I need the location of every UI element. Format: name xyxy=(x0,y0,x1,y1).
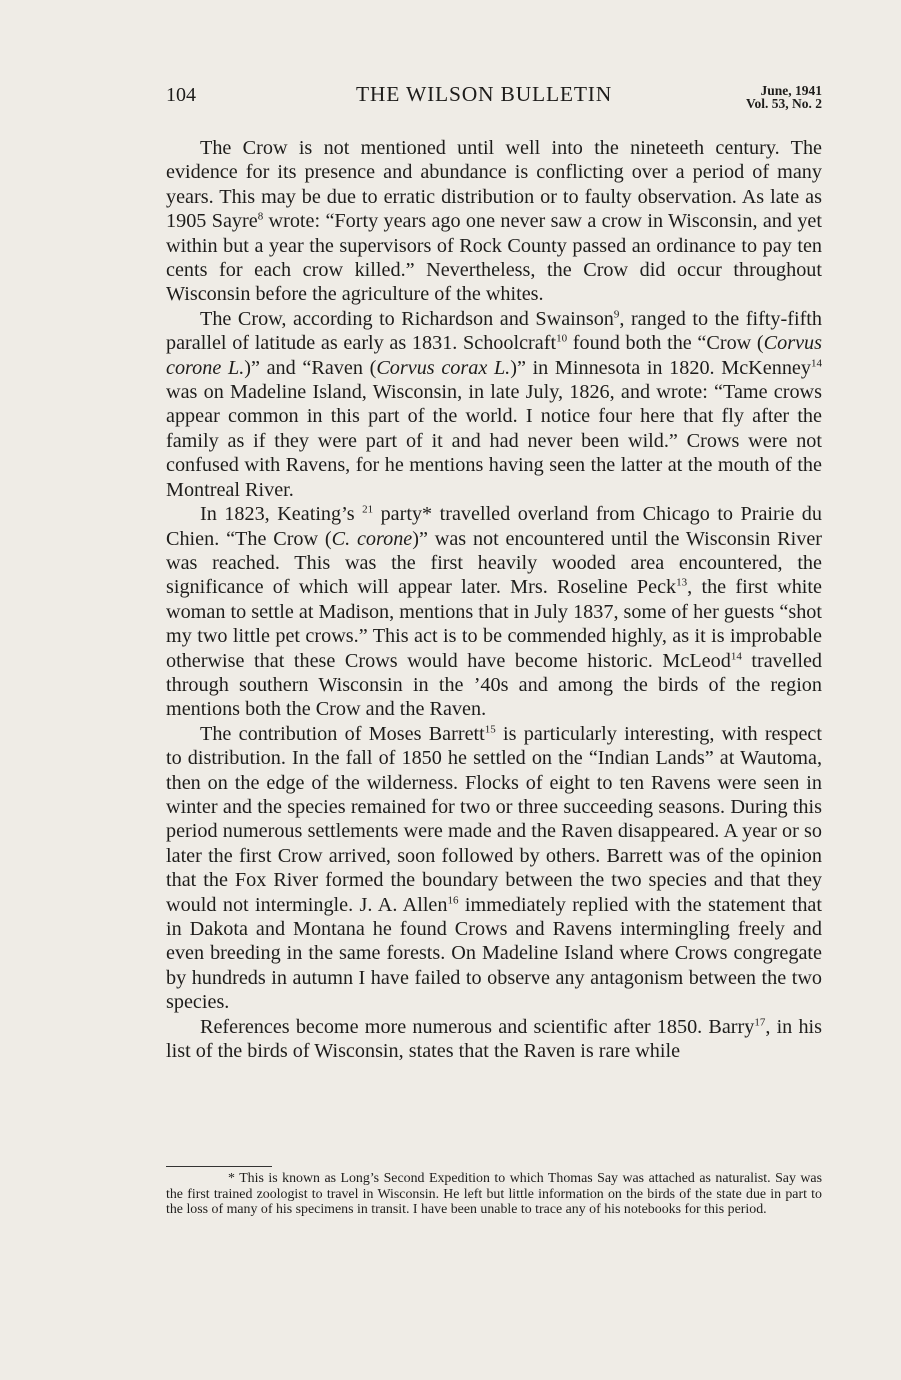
reference-number: 10 xyxy=(556,332,568,345)
issue-volume: Vol. 53, No. 2 xyxy=(745,96,822,111)
footnote: * This is known as Long’s Second Expedition to which Thomas Say was attached as naturalist. Say was the first trained zoologist to travel in Wisconsin. He left but little information on the birds of the state due in part to the loss of many of his specimens in transit. I have been unable to trace any of his notebooks for this period. xyxy=(166,1171,822,1217)
reference-number: 16 xyxy=(447,893,459,906)
issue-date: June, 1941 xyxy=(760,83,822,98)
species-name: Corvus corax L. xyxy=(376,356,511,379)
text-run: )” was not encountered until the Wisconsin River was reached. This was the first heavily wooded area encountered, the significance of which will appear later. Mrs. Roseline Peck xyxy=(166,527,823,599)
species-name: C. corone xyxy=(331,527,413,550)
journal-title: THE WILSON BULLETIN xyxy=(356,82,613,106)
reference-number: 14 xyxy=(730,649,742,662)
reference-number: 8 xyxy=(257,210,264,223)
text-run: References become more numerous and scientific after 1850. Barry xyxy=(200,1015,755,1038)
text-run: found both the “Crow ( xyxy=(567,332,764,355)
paragraph xyxy=(166,136,822,307)
footnote-divider xyxy=(166,1166,272,1167)
reference-number: 13 xyxy=(676,576,688,589)
running-header xyxy=(166,82,822,118)
text-run: is particularly interesting, with respect to distribution. In the fall of 1850 he settled on the “Indian Lands” at Wautoma, then on the edge of the wilderness. Flocks of eight to ten Ravens were seen in winter and the species remained for two or three succeeding seasons. During this period numerous settlements were made and the Raven disappeared. A year or so later the first Crow arrived, soon followed by others. Barrett was of the opinion that the Fox River formed the boundary between the two species and that they would not intermingle. J. A. Allen xyxy=(166,722,822,916)
text-run: party* travelled overland from Chicago to Prairie du Chien. “The Crow ( xyxy=(166,503,822,550)
text-run: , ranged to the fifty-fifth parallel of latitude as early as 1831. Schoolcraft xyxy=(166,307,822,355)
body-text xyxy=(166,136,822,1063)
text-run: , the first white woman to settle at Madison, mentions that in July 1837, some of her guests “shot my two little pet crows.” This act is to be commended highly, as it is improbable otherwise that these Crows would have become historic. McLeod xyxy=(166,576,823,672)
paragraph xyxy=(166,722,822,1015)
text-run: immediately replied with the statement that in Dakota and Montana he found Crows and Ravens intermingling freely and even breeding in the same forests. On Madeline Island where Crows congregate by hundreds in autumn I have failed to observe any antagonism between the two species. xyxy=(166,893,822,1014)
text-run: The Crow is not mentioned until well into the nineteeth century. The evidence for its presence and abundance is conflicting over a period of many years. This may be due to erratic distribution or to faulty observation. As late as 1905 Sayre xyxy=(166,137,822,233)
text-run: , in his list of the birds of Wisconsin, states that the Raven is rare while xyxy=(166,1015,822,1063)
text-run: The contribution of Moses Barrett xyxy=(200,722,485,745)
page-number: 104 xyxy=(166,84,196,106)
reference-number: 17 xyxy=(754,1015,766,1028)
paragraph xyxy=(166,307,822,502)
species-name: Corvus corone L. xyxy=(166,332,822,379)
paragraph xyxy=(166,502,822,722)
text-run: )” and “Raven ( xyxy=(244,356,377,379)
text-run: travelled through southern Wisconsin in the ’40s and among the birds of the region mentions both the Crow and the Raven. xyxy=(166,649,822,721)
text-run: The Crow, according to Richardson and Swainson xyxy=(200,307,614,330)
paragraph xyxy=(166,1015,822,1064)
reference-number: 21 xyxy=(362,503,374,516)
text-run: )” in Minnesota in 1820. McKenney xyxy=(510,356,811,379)
text-run: In 1823, Keating’s xyxy=(200,503,363,526)
text-run: wrote: “Forty years ago one never saw a crow in Wisconsin, and yet within but a year the supervisors of Rock County passed an ordinance to pay ten cents for each crow killed.” Nevertheless, the Crow did occur throughout Wisconsin before the agriculture of the whites. xyxy=(166,210,822,306)
text-run: was on Madeline Island, Wisconsin, in late July, 1826, and wrote: “Tame crows appear common in this part of the world. I notice four here that fly after the family as if they were part of it and had never been wild.” Crows were not confused with Ravens, for he mentions having seen the latter at the mouth of the Montreal River. xyxy=(166,381,822,501)
reference-number: 9 xyxy=(613,308,620,321)
reference-number: 14 xyxy=(810,356,822,369)
reference-number: 15 xyxy=(484,723,496,736)
issue-info xyxy=(746,84,822,110)
